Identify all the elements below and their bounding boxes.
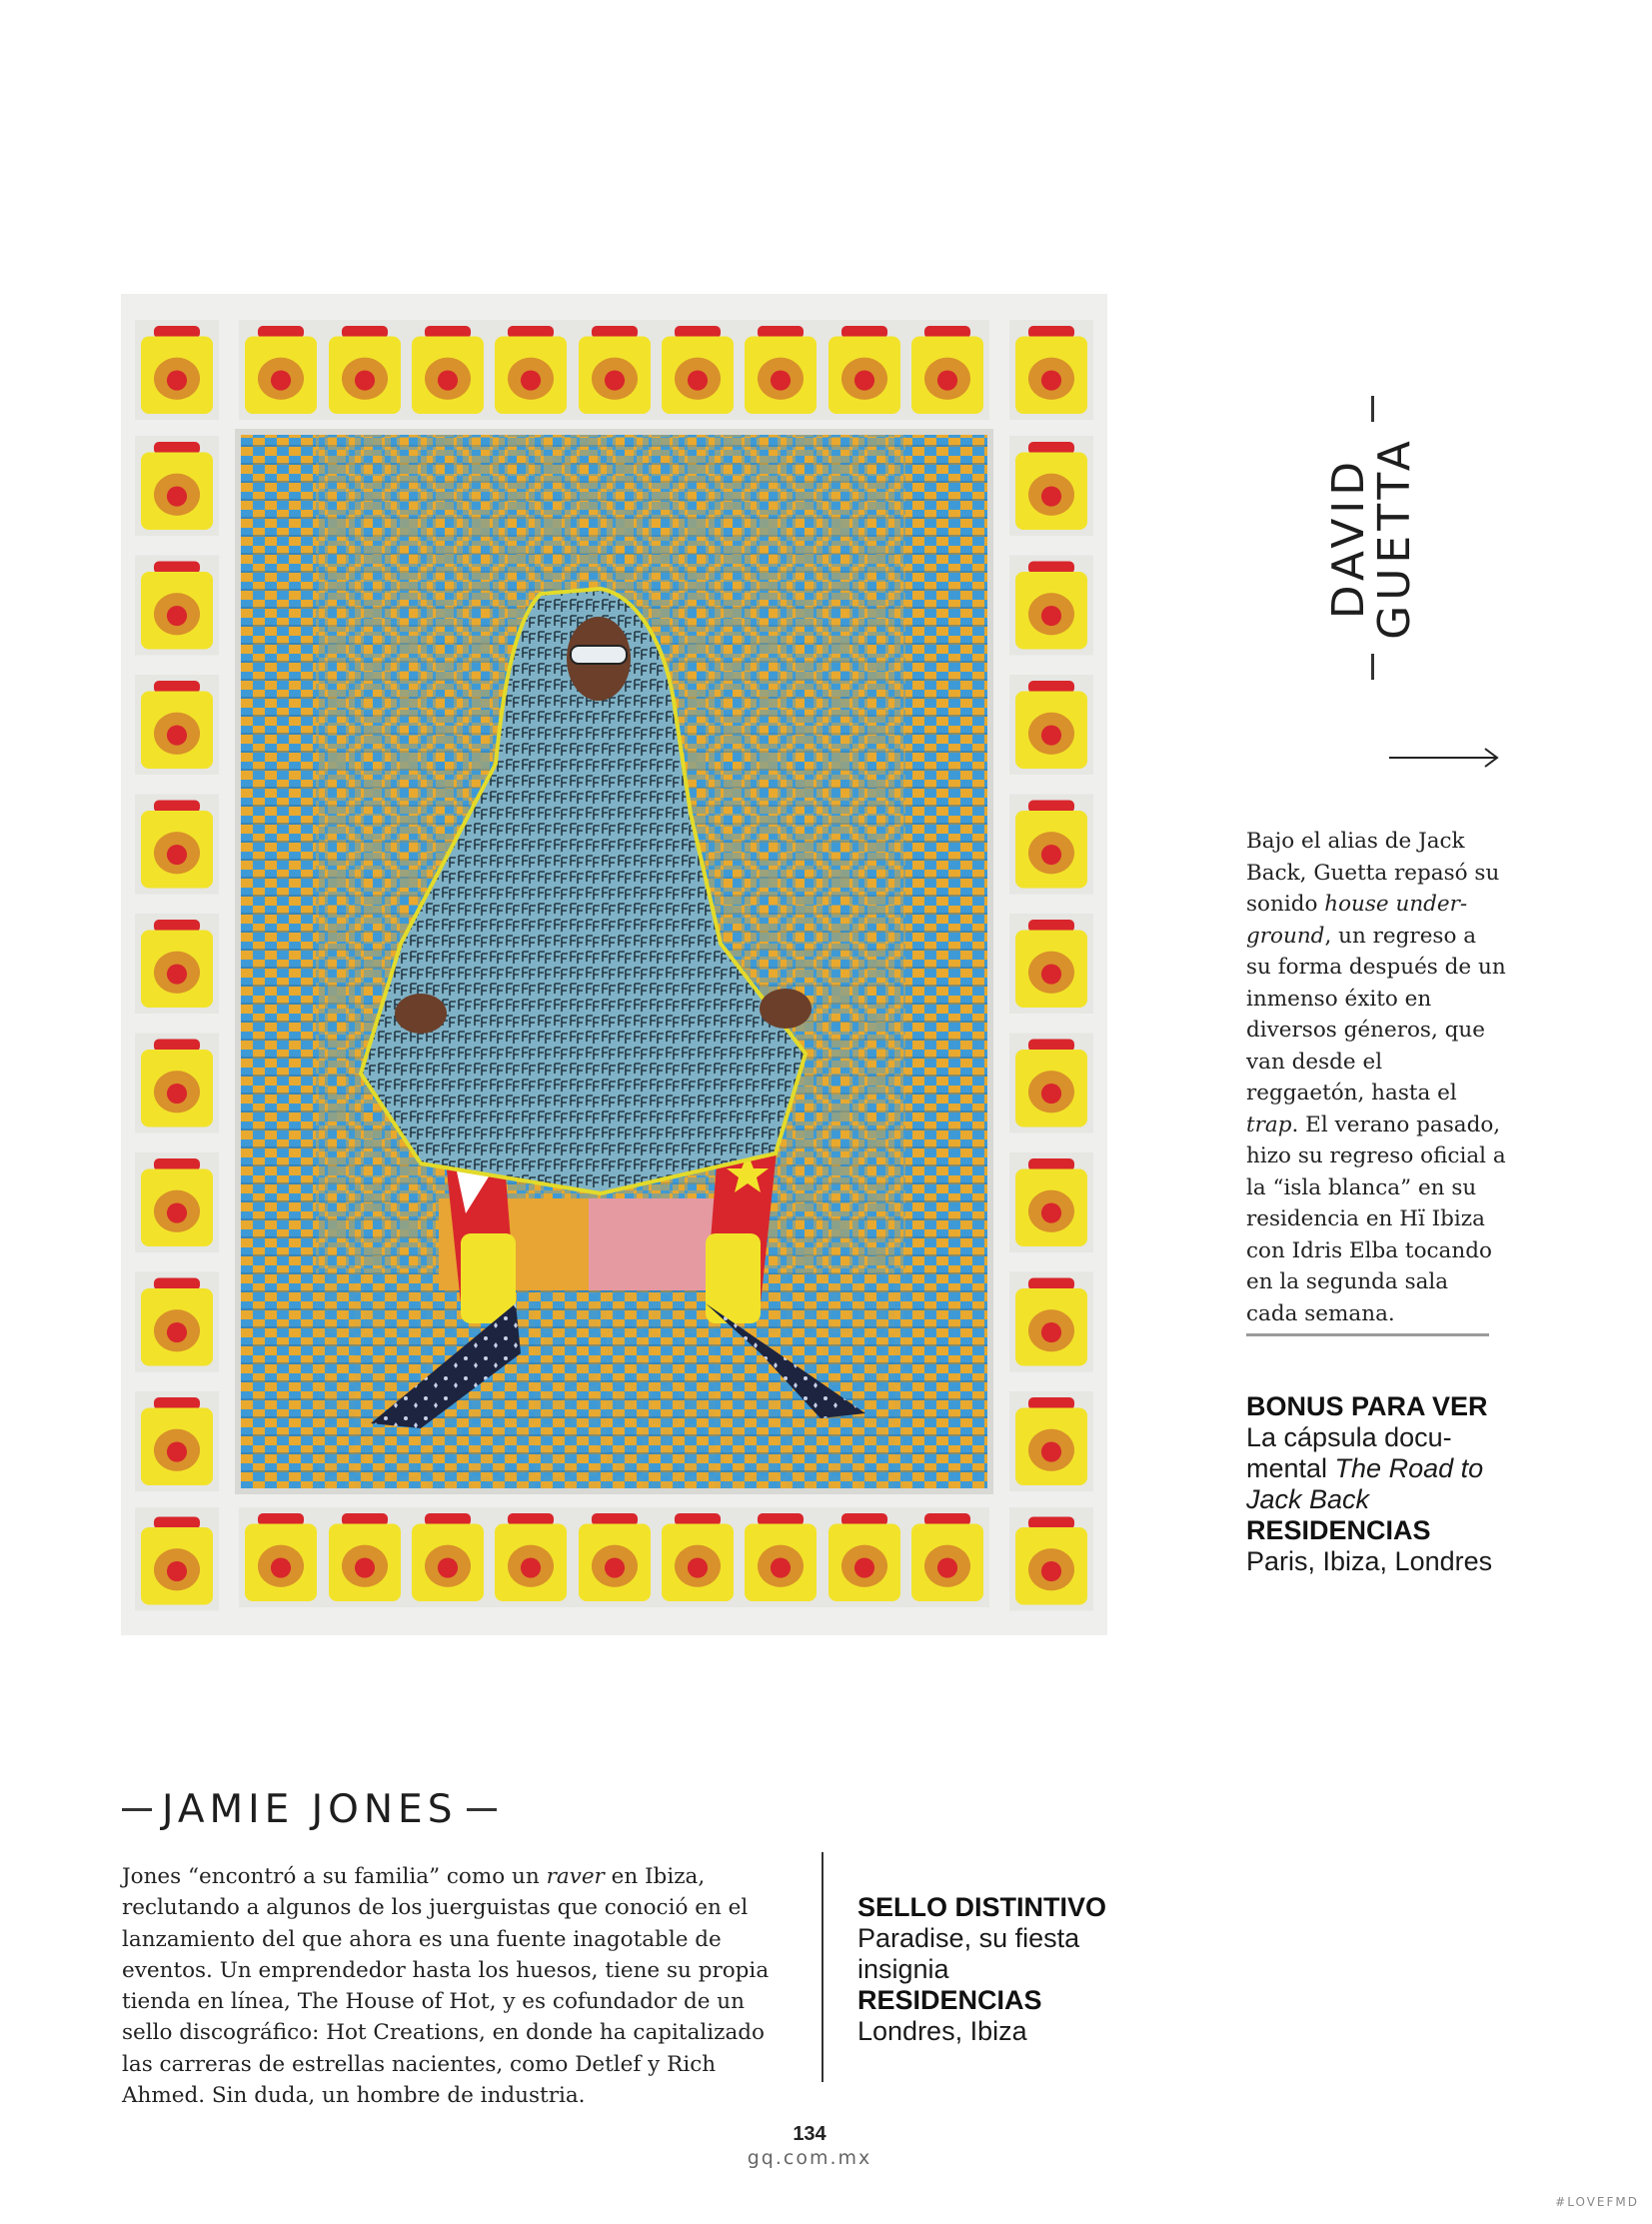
jar-icon — [739, 1507, 823, 1607]
jar-icon — [823, 1507, 906, 1607]
jar-icon — [239, 1507, 323, 1607]
jar-icon — [135, 1391, 219, 1491]
page-number: 134 — [793, 2123, 826, 2145]
jar-icon — [1009, 675, 1093, 775]
jar-icon — [135, 914, 219, 1014]
site-url: gq.com.mx — [747, 2147, 872, 2169]
jar-icon — [1009, 1152, 1093, 1252]
jar-icon — [739, 320, 823, 420]
portrait-photo — [121, 294, 1107, 1635]
jar-icon — [905, 320, 989, 420]
david-guetta-body-segment: , un regreso a su forma después de un inmenso éxito en diversos géneros, que van desde el reggaetón, hasta el — [1246, 923, 1506, 1106]
jar-icon — [1009, 795, 1093, 895]
jar-icon — [573, 1507, 657, 1607]
jamie-jones-heading: JAMIE JONES — [162, 1786, 458, 1832]
sello-text: Paradise, su fiesta insignia — [857, 1923, 1080, 1984]
jar-icon — [1009, 1391, 1093, 1491]
jar-icon — [1009, 556, 1093, 656]
jar-icon — [135, 436, 219, 536]
jar-icon — [135, 1034, 219, 1133]
david-guetta-body-segment: trap — [1246, 1112, 1292, 1137]
jar-icon — [1009, 1511, 1093, 1611]
bonus-heading: BONUS PARA VER — [1246, 1391, 1488, 1421]
david-guetta-body — [1246, 826, 1506, 1329]
jar-icon — [1009, 914, 1093, 1014]
residencias-text: Londres, Ibiza — [857, 2016, 1027, 2046]
jar-icon — [135, 556, 219, 656]
sello-heading: SELLO DISTINTIVO — [857, 1892, 1107, 1922]
jar-icon — [323, 320, 407, 420]
title-rule-right — [1371, 396, 1374, 422]
arrow-right-icon — [1389, 746, 1501, 770]
jar-icon — [656, 320, 740, 420]
jar-icon — [239, 320, 323, 420]
title-line-1: DAVID — [1323, 456, 1374, 620]
jamie-jones-body-segment: en Ibiza, reclutando a algunos de los juerguistas que conoció en el lanzamiento del que ahora es una fuente inagotable de eventos. Un emprendedor hasta los huesos, tiene su propia tienda en línea, The House of Hot, y es cofundador de un sello discográfico: Hot Creations, en donde ha capitalizado las carreras de estrellas nacientes, como Detlef y Rich Ahmed. Sin duda, un hombre de industria. — [122, 1864, 770, 2109]
residencias-heading: RESIDENCIAS — [1246, 1515, 1431, 1545]
jamie-jones-body-segment: raver — [546, 1864, 605, 1889]
jar-icon — [406, 1507, 490, 1607]
title-rule-left — [122, 1808, 152, 1811]
title-rule-left — [1371, 654, 1374, 680]
title-rule-right — [467, 1808, 497, 1811]
residencias-text: Paris, Ibiza, Londres — [1246, 1546, 1493, 1576]
jamie-jones-body — [122, 1861, 802, 2111]
section-divider — [1246, 1333, 1489, 1336]
jar-icon — [489, 1507, 573, 1607]
jar-icon — [135, 1272, 219, 1372]
jar-icon — [406, 320, 490, 420]
jar-icon — [323, 1507, 407, 1607]
david-guetta-info — [1246, 1391, 1526, 1577]
jamie-jones-body-segment: Jones “encontró a su familia” como un — [122, 1864, 547, 1889]
title-line-2: GUETTA — [1369, 436, 1420, 640]
jar-icon — [1009, 1034, 1093, 1133]
jar-icon — [573, 320, 657, 420]
jar-icon — [135, 675, 219, 775]
david-guetta-body-segment: . El verano pasado, hizo su regreso oficial a la “isla blanca” en su residencia en Hï Ibiza con Idris Elba tocando en la segunda sala cada semana. — [1246, 1112, 1506, 1326]
jamie-jones-title — [122, 1783, 497, 1835]
jar-icon — [1009, 320, 1093, 420]
jar-icon — [135, 320, 219, 420]
residencias-heading: RESIDENCIAS — [857, 1985, 1042, 2015]
vertical-rule — [822, 1852, 824, 2082]
jar-icon — [823, 320, 906, 420]
jar-icon — [489, 320, 573, 420]
jamie-jones-info — [857, 1892, 1117, 2047]
david-guetta-body-segment: house under-ground — [1246, 892, 1468, 949]
david-guetta-title — [1317, 378, 1427, 698]
jar-icon — [1009, 1272, 1093, 1372]
david-guetta-heading — [1323, 436, 1420, 640]
david-guetta-body-segment: Bajo el alias de Jack Back, Guetta repasó su sonido — [1246, 829, 1500, 917]
jar-icon — [135, 1152, 219, 1252]
bonus-text: La cápsula docu-mental The Road to Jack Back — [1246, 1422, 1484, 1514]
jar-icon — [135, 795, 219, 895]
watermark: #LOVEFMD — [1555, 2195, 1639, 2209]
jar-icon — [905, 1507, 989, 1607]
jar-icon — [656, 1507, 740, 1607]
jar-icon — [135, 1511, 219, 1611]
jar-icon — [1009, 436, 1093, 536]
